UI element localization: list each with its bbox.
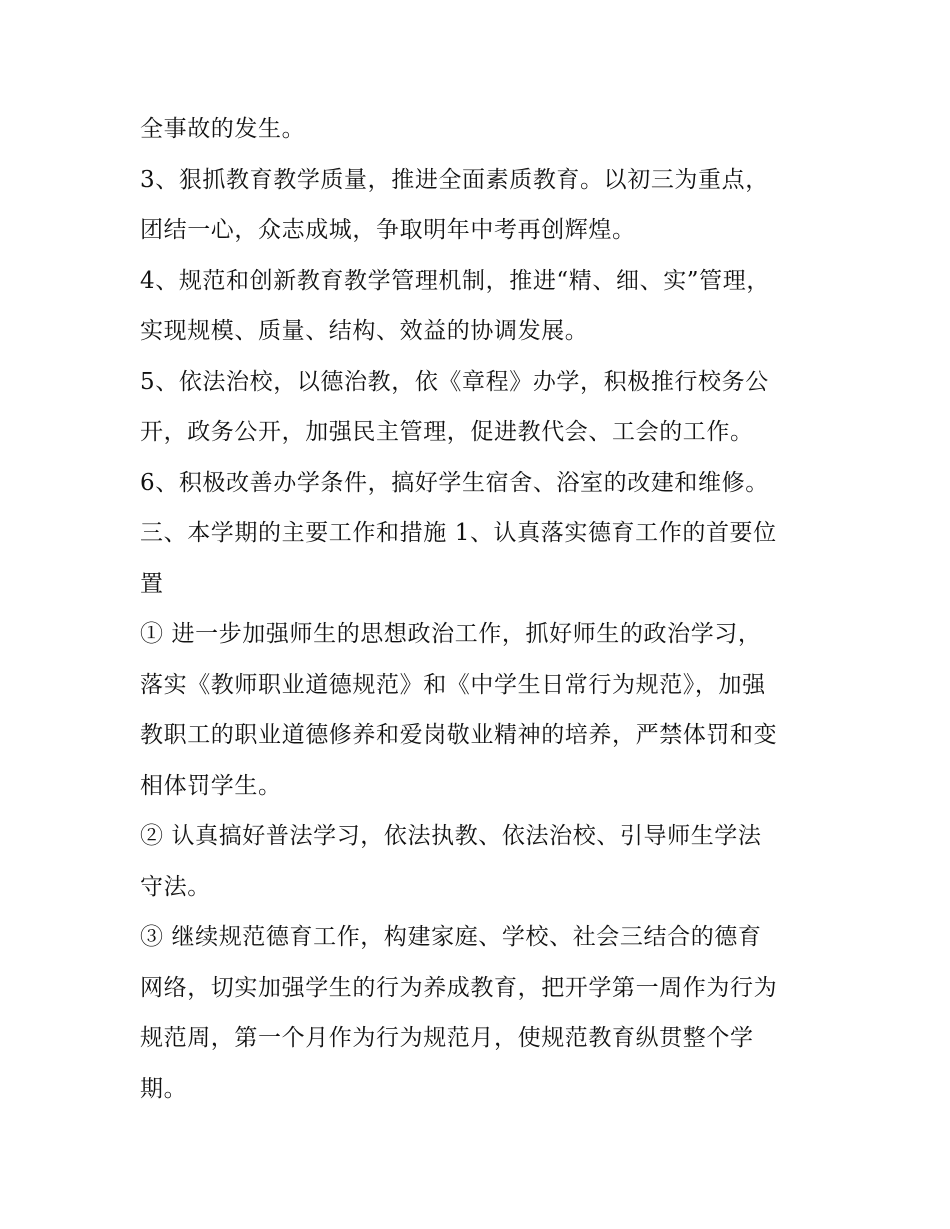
text-line: 3、狠抓教育教学质量，推进全面素质教育。以初三为重点， — [140, 166, 769, 193]
text-line: 4、规范和创新教育教学管理机制，推进“精、细、实”管理， — [140, 267, 770, 294]
document-body — [140, 104, 820, 1114]
text-line: 5、依法治校，以德治教，依《章程》办学，积极推行校务公 — [140, 368, 769, 395]
text-line: ② 认真搞好普法学习，依法执教、依法治校、引导师生学法 — [140, 823, 762, 849]
text-line: 落实《教师职业道德规范》和《中学生日常行为规范》，加强 — [140, 671, 766, 698]
section-heading-3 — [140, 508, 820, 609]
text-line: 教职工的职业道德修养和爱岗敬业精神的培养，严禁体罚和变 — [140, 722, 778, 748]
text-line: 网络，切实加强学生的行为养成教育，把开学第一周作为行为 — [140, 974, 778, 1001]
paragraph-item-4 — [140, 256, 820, 357]
text-line: 开，政务公开，加强民主管理，促进教代会、工会的工作。 — [140, 419, 754, 445]
text-line: ① 进一步加强师生的思想政治工作，抓好师生的政治学习， — [140, 621, 762, 647]
paragraph-circled-3 — [140, 912, 820, 1114]
text-line: ③ 继续规范德育工作，构建家庭、学校、社会三结合的德育 — [140, 924, 762, 950]
paragraph-safety-ending — [140, 104, 820, 155]
text-line: 守法。 — [140, 873, 211, 900]
text-line: 相体罚学生。 — [140, 772, 282, 799]
text-line: 期。 — [140, 1075, 188, 1102]
text-line: 规范周，第一个月作为行为规范月，使规范教育纵贯整个学 — [140, 1025, 754, 1051]
paragraph-item-5 — [140, 357, 820, 458]
text-line: 置 — [140, 570, 164, 597]
paragraph-item-3 — [140, 155, 820, 256]
paragraph-item-6 — [140, 458, 820, 509]
text-line: 全事故的发生。 — [140, 116, 306, 142]
paragraph-circled-1 — [140, 609, 820, 811]
text-line: 实现规模、质量、结构、效益的协调发展。 — [140, 318, 589, 344]
text-line: 三、本学期的主要工作和措施 1、认真落实德育工作的首要位 — [140, 520, 777, 546]
text-line: 团结一心，众志成城，争取明年中考再创辉煌。 — [140, 217, 636, 243]
text-line: 6、积极改善办学条件，搞好学生宿舍、浴室的改建和维修。 — [140, 469, 769, 496]
paragraph-circled-2 — [140, 811, 820, 912]
